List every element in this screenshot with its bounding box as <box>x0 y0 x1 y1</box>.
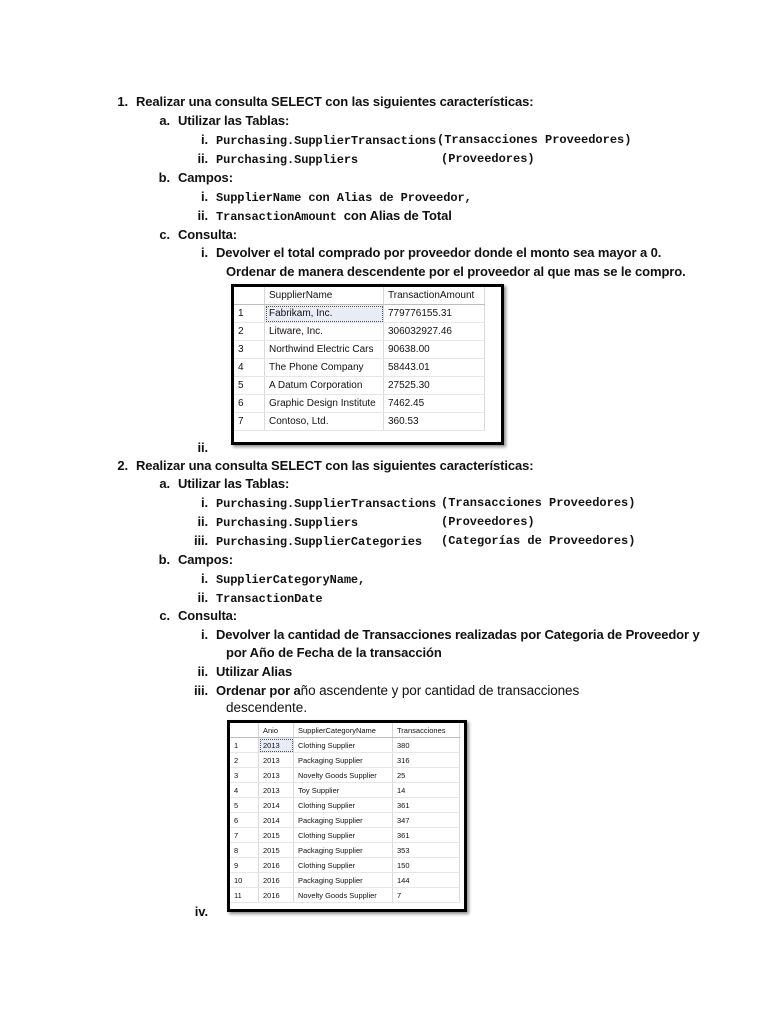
q2-a-i-number: i. <box>200 495 208 510</box>
grid-cell[interactable]: 7 <box>393 888 460 903</box>
table-row <box>230 753 460 768</box>
grid-header-cell: Anio <box>259 723 294 738</box>
grid-header-cell <box>230 723 259 738</box>
table-row <box>234 305 485 323</box>
q2-c-item <box>190 664 292 679</box>
table-row <box>230 888 460 903</box>
q2-c-ii-text: Utilizar Alias <box>216 664 293 679</box>
row-number: 5 <box>230 798 259 813</box>
q1-number: 1. <box>117 94 128 109</box>
grid-cell[interactable]: 2016 <box>259 888 294 903</box>
q2-c-iii-bold: Ordenar por a <box>216 683 301 698</box>
q2-a-ii-number: ii. <box>197 514 208 529</box>
grid-cell[interactable]: 361 <box>393 798 460 813</box>
table-row <box>230 843 460 858</box>
grid-cell[interactable]: 779776155.31 <box>384 305 485 323</box>
q2-c-i-line1: Devolver la cantidad de Transacciones realizadas por Categoria de Proveedor y <box>216 627 700 642</box>
row-number: 5 <box>234 377 265 395</box>
q2-b-ii-number: ii. <box>197 590 208 605</box>
q1-c-heading <box>152 227 237 242</box>
q1-c-i-number: i. <box>200 245 208 260</box>
q2-c-label: Consulta: <box>178 608 238 623</box>
grid-cell[interactable]: 2016 <box>259 858 294 873</box>
q2-a-iii-number: iii. <box>193 533 208 548</box>
row-number: 11 <box>230 888 259 903</box>
grid-cell[interactable]: 380 <box>393 738 460 753</box>
q1-c-item <box>190 440 216 455</box>
table-row <box>230 768 460 783</box>
table-row <box>234 323 485 341</box>
q2-table-code: Purchasing.Suppliers <box>216 516 359 530</box>
grid-cell[interactable]: 2015 <box>259 828 294 843</box>
q1-b-item <box>190 189 472 205</box>
q1-c-label: Consulta: <box>178 227 238 242</box>
table-row <box>230 813 460 828</box>
grid-cell[interactable]: 306032927.46 <box>384 323 485 341</box>
grid-cell[interactable]: 2013 <box>259 753 294 768</box>
grid-header-cell: SupplierCategoryName <box>294 723 393 738</box>
grid-cell[interactable]: Novelty Goods Supplier <box>294 888 393 903</box>
q2-c-item <box>190 683 579 698</box>
table-row <box>234 359 485 377</box>
q2-table-code: Purchasing.SupplierTransactions <box>216 497 437 511</box>
q2-number: 2. <box>117 458 128 473</box>
grid-cell[interactable]: Clothing Supplier <box>294 798 393 813</box>
grid-header-row <box>230 723 460 738</box>
row-number: 7 <box>234 413 265 431</box>
row-number: 10 <box>230 873 259 888</box>
q1-c-ii-number: ii. <box>197 440 208 455</box>
q2-c-number: c. <box>159 608 170 623</box>
grid-cell[interactable]: Packaging Supplier <box>294 873 393 888</box>
grid-header-cell: TransactionAmount <box>384 287 485 305</box>
grid-cell[interactable]: Packaging Supplier <box>294 753 393 768</box>
q1-results-table <box>234 287 485 431</box>
grid-cell[interactable]: 2015 <box>259 843 294 858</box>
grid-cell[interactable]: 58443.01 <box>384 359 485 377</box>
q2-c-iii-plain2: descendente. <box>226 700 308 715</box>
grid-cell[interactable]: 2013 <box>259 768 294 783</box>
q1-b-number: b. <box>158 170 170 185</box>
q2-b-item <box>190 590 323 606</box>
grid-cell[interactable]: 90638.00 <box>384 341 485 359</box>
grid-cell[interactable]: 2013 <box>259 738 294 753</box>
table-row <box>230 783 460 798</box>
q1-results-grid <box>231 284 504 445</box>
q1-c-item <box>190 245 661 260</box>
q2-table-code: Purchasing.SupplierCategories <box>216 535 422 549</box>
grid-cell[interactable]: Clothing Supplier <box>294 858 393 873</box>
q2-c-item <box>190 904 216 919</box>
q2-title: Realizar una consulta SELECT con las siguientes características: <box>136 458 534 473</box>
grid-cell[interactable]: 150 <box>393 858 460 873</box>
grid-cell[interactable]: Contoso, Ltd. <box>265 413 384 431</box>
q1-field-code: TransactionAmount <box>216 210 337 224</box>
q1-a-item <box>190 132 436 148</box>
row-number: 3 <box>234 341 265 359</box>
table-row <box>234 341 485 359</box>
q2-c-item <box>190 627 700 642</box>
q2-c-ii-number: ii. <box>197 664 208 679</box>
table-row <box>230 798 460 813</box>
row-number: 4 <box>234 359 265 377</box>
q2-table-note: (Proveedores) <box>441 515 535 529</box>
q2-table-note: (Categorías de Proveedores) <box>441 534 636 548</box>
q2-b-number: b. <box>158 552 170 567</box>
grid-cell[interactable]: Northwind Electric Cars <box>265 341 384 359</box>
q2-b-label: Campos: <box>178 552 233 567</box>
grid-cell[interactable]: Packaging Supplier <box>294 843 393 858</box>
table-row <box>234 413 485 431</box>
q2-a-number: a. <box>159 476 170 491</box>
grid-cell[interactable]: Packaging Supplier <box>294 813 393 828</box>
table-row <box>234 395 485 413</box>
q1-a-label: Utilizar las Tablas: <box>178 113 290 128</box>
row-number: 6 <box>230 813 259 828</box>
q1-a-heading <box>152 113 289 128</box>
q2-a-heading <box>152 476 289 491</box>
grid-cell[interactable]: Clothing Supplier <box>294 738 393 753</box>
grid-cell[interactable]: 2014 <box>259 813 294 828</box>
q1-c-line1: Devolver el total comprado por proveedor donde el monto sea mayor a 0. <box>216 245 662 260</box>
grid-cell[interactable]: 25 <box>393 768 460 783</box>
table-row <box>230 738 460 753</box>
grid-cell[interactable]: 27525.30 <box>384 377 485 395</box>
q1-heading <box>108 94 533 109</box>
q1-table-note: (Proveedores) <box>441 152 535 166</box>
q2-b-i-number: i. <box>200 571 208 586</box>
grid-cell[interactable]: 14 <box>393 783 460 798</box>
row-number: 1 <box>230 738 259 753</box>
row-number: 4 <box>230 783 259 798</box>
q1-a-ii-number: ii. <box>197 151 208 166</box>
q1-b-heading <box>152 170 233 185</box>
q2-b-heading <box>152 552 233 567</box>
row-number: 8 <box>230 843 259 858</box>
table-row <box>230 873 460 888</box>
q1-table-code: Purchasing.SupplierTransactions <box>216 134 437 148</box>
q1-a-i-number: i. <box>200 132 208 147</box>
grid-cell[interactable]: 316 <box>393 753 460 768</box>
grid-cell[interactable]: Litware, Inc. <box>265 323 384 341</box>
row-number: 3 <box>230 768 259 783</box>
q2-c-i-number: i. <box>200 627 208 642</box>
q1-title: Realizar una consulta SELECT con las siguientes características: <box>136 94 534 109</box>
grid-cell[interactable]: Toy Supplier <box>294 783 393 798</box>
grid-cell[interactable]: 353 <box>393 843 460 858</box>
q1-field-note: con Alias de Total <box>343 208 452 223</box>
grid-cell[interactable]: 347 <box>393 813 460 828</box>
grid-cell[interactable]: Fabrikam, Inc. <box>265 305 384 323</box>
q1-b-item <box>190 208 452 224</box>
grid-cell[interactable]: 7462.45 <box>384 395 485 413</box>
q2-heading <box>108 458 533 473</box>
grid-header-cell <box>234 287 265 305</box>
q2-results-grid <box>227 720 467 912</box>
grid-cell[interactable]: Clothing Supplier <box>294 828 393 843</box>
table-row <box>234 377 485 395</box>
q1-c-line2: Ordenar de manera descendente por el proveedor al que mas se le compro. <box>226 264 686 279</box>
grid-cell[interactable]: 360.53 <box>384 413 485 431</box>
q1-b-i-number: i. <box>200 189 208 204</box>
row-number: 6 <box>234 395 265 413</box>
grid-cell[interactable]: The Phone Company <box>265 359 384 377</box>
row-number: 2 <box>230 753 259 768</box>
grid-cell[interactable]: 2013 <box>259 783 294 798</box>
q1-field-code: SupplierName con Alias de Proveedor, <box>216 191 472 205</box>
q2-b-item <box>190 571 365 587</box>
grid-cell[interactable]: Graphic Design Institute <box>265 395 384 413</box>
q2-field-code: TransactionDate <box>216 592 323 606</box>
row-number: 1 <box>234 305 265 323</box>
table-row <box>230 828 460 843</box>
q1-a-number: a. <box>159 113 170 128</box>
row-number: 7 <box>230 828 259 843</box>
q1-b-label: Campos: <box>178 170 233 185</box>
q1-b-ii-number: ii. <box>197 208 208 223</box>
q2-a-item <box>190 495 436 511</box>
grid-cell[interactable]: Novelty Goods Supplier <box>294 768 393 783</box>
grid-header-cell: SupplierName <box>265 287 384 305</box>
q2-a-label: Utilizar las Tablas: <box>178 476 290 491</box>
grid-cell[interactable]: 144 <box>393 873 460 888</box>
q1-a-item <box>190 151 358 167</box>
q2-results-table <box>230 723 460 903</box>
row-number: 2 <box>234 323 265 341</box>
q2-c-heading <box>152 608 237 623</box>
q2-a-item <box>190 514 358 530</box>
q1-table-note: (Transacciones Proveedores) <box>437 133 632 147</box>
row-number: 9 <box>230 858 259 873</box>
grid-cell[interactable]: 2014 <box>259 798 294 813</box>
grid-cell[interactable]: 2016 <box>259 873 294 888</box>
q2-field-code: SupplierCategoryName, <box>216 573 366 587</box>
table-row <box>230 858 460 873</box>
grid-header-row <box>234 287 485 305</box>
grid-header-cell: Transacciones <box>393 723 460 738</box>
q1-c-number: c. <box>159 227 170 242</box>
q2-a-item <box>190 533 422 549</box>
q2-c-iii-plain: ño ascendente y por cantidad de transacciones <box>300 683 580 698</box>
q2-table-note: (Transacciones Proveedores) <box>441 496 636 510</box>
grid-cell[interactable]: 361 <box>393 828 460 843</box>
grid-cell[interactable]: A Datum Corporation <box>265 377 384 395</box>
q2-c-i-line2: por Año de Fecha de la transacción <box>226 645 442 660</box>
q1-table-code: Purchasing.Suppliers <box>216 153 359 167</box>
q2-c-iii-number: iii. <box>193 683 208 698</box>
q2-c-iv-number: iv. <box>194 904 208 919</box>
